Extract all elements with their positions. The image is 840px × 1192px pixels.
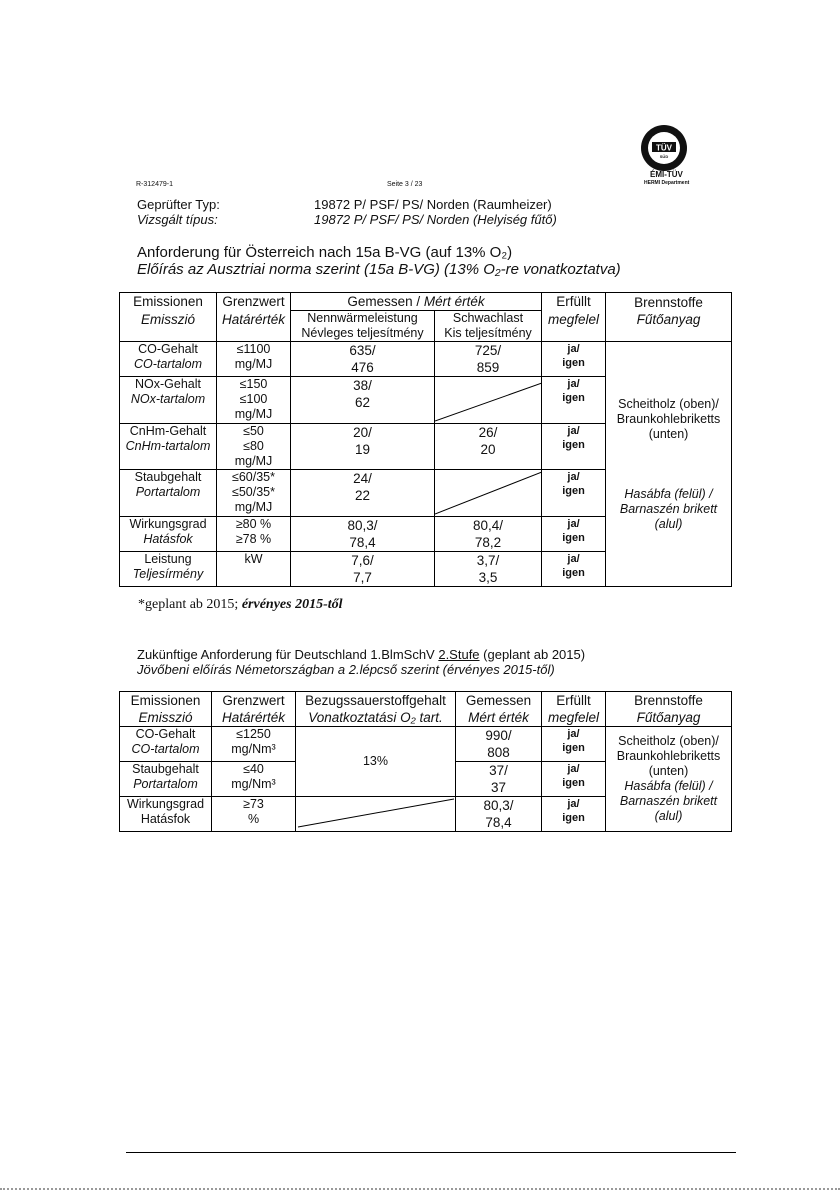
requirement-title-hu: Előírás az Ausztriai norma szerint (15a B-VG) (13% O₂-re vonatkoztatva): [137, 261, 621, 278]
table-row: Staubgehalt Portartalom ≤60/35* ≤50/35* mg/MJ 24/ 22 ja/ igen: [120, 470, 732, 517]
footnote: *geplant ab 2015; érvényes 2015-től: [138, 597, 343, 612]
logo-caption: ÉMI-TÜV: [650, 170, 683, 179]
table-row: Wirkungsgrad Hatásfok ≥80 % ≥78 % 80,3/ 78,4 80,4/ 78,2 ja/ igen: [120, 517, 732, 552]
emissions-table-austria: [119, 292, 732, 587]
header-measured: Gemessen Mért érték: [456, 692, 542, 727]
reference-oxygen-value: 13%: [296, 727, 456, 797]
footer-rule: [126, 1152, 736, 1153]
table-row: Staubgehalt Portartalom ≤40 mg/Nm³ 37/ 37 ja/ igen: [120, 762, 732, 797]
header-fulfilled-hu: megfelel: [542, 311, 606, 342]
logo-sub: SÜD: [659, 154, 669, 159]
header-measured: Gemessen / Mért érték: [291, 293, 542, 311]
header-limit: Grenzwert Határérték: [212, 692, 296, 727]
header-fulfilled: Erfüllt megfelel: [542, 692, 606, 727]
table-row: CO-Gehalt CO-tartalom ≤1250 mg/Nm³ 13% 990/ 808 ja/ igen Scheitholz (oben)/ Braunkohlebriketts (unten) Hasábfa (felül) / Barnaszén brikett (alul): [120, 727, 732, 762]
document-number: R-312479-1: [136, 181, 173, 188]
type-value-de: 19872 P/ PSF/ PS/ Norden (Raumheizer): [314, 197, 552, 212]
emissions-table-germany: [119, 691, 732, 832]
table-row: CO-Gehalt CO-tartalom ≤1100 mg/MJ 635/ 476 725/ 859 ja/ igen Scheitholz (oben)/ Braunkohlebriketts (unten) Hasábfa (felül) / Barnaszén brikett (alul): [120, 342, 732, 377]
header-fuel: Brennstoffe Fűtőanyag: [606, 692, 732, 727]
header-nominal: Nennwärmeleistung Névleges teljesítmény: [291, 311, 435, 342]
table-row: NOx-Gehalt NOx-tartalom ≤150 ≤100 mg/MJ 38/ 62 ja/ igen: [120, 377, 732, 424]
header-limit-hu: Határérték: [217, 311, 291, 342]
table-row: Leistung Teljesírmény kW 7,6/ 7,7 3,7/ 3,5 ja/ igen: [120, 552, 732, 587]
page-number: Seite 3 / 23: [387, 181, 423, 188]
type-label-de: Geprüfter Typ:: [137, 197, 220, 212]
header-limit: Grenzwert: [217, 293, 291, 311]
fuel-cell: Scheitholz (oben)/ Braunkohlebriketts (unten) Hasábfa (felül) / Barnaszén brikett (alul): [606, 727, 732, 832]
empty-cell-slash: [296, 797, 456, 832]
type-label-hu: Vizsgált típus:: [137, 212, 218, 227]
table-row: CnHm-Gehalt CnHm-tartalom ≤50 ≤80 mg/MJ 20/ 19 26/ 20 ja/ igen: [120, 424, 732, 470]
header-emissions: Emissionen: [120, 293, 217, 311]
header-reference-oxygen: Bezugssauerstoffgehalt Vonatkoztatási O₂ tart.: [296, 692, 456, 727]
header-fuel: Brennstoffe: [606, 293, 732, 311]
fuel-cell: Scheitholz (oben)/ Braunkohlebriketts (unten) Hasábfa (felül) / Barnaszén brikett (alul): [606, 342, 732, 587]
header-fuel-hu: Fűtőanyag: [606, 311, 732, 342]
header-fulfilled: Erfüllt: [542, 293, 606, 311]
logo-caption2: HERMI Department: [644, 180, 690, 186]
logo-text: TÜV: [656, 143, 672, 153]
header-emissions: Emissionen Emisszió: [120, 692, 212, 727]
page-edge-dotted-line: [0, 1188, 840, 1190]
header-lowload: Schwachlast Kis teljesítmény: [435, 311, 542, 342]
type-value-hu: 19872 P/ PSF/ PS/ Norden (Helyiség fűtő): [314, 212, 557, 227]
empty-cell-slash: [435, 470, 542, 517]
future-requirement-title-hu: Jövőbeni előírás Németországban a 2.lépcső szerint (érvényes 2015-től): [137, 662, 555, 677]
requirement-title-de: Anforderung für Österreich nach 15a B-VG (auf 13% O₂): [137, 244, 513, 261]
table-row: Wirkungsgrad Hatásfok ≥73 % 80,3/ 78,4 ja/ igen: [120, 797, 732, 832]
future-requirement-title-de: Zukünftige Anforderung für Deutschland 1.BlmSchV 2.Stufe (geplant ab 2015): [137, 647, 586, 662]
empty-cell-slash: [435, 377, 542, 424]
header-emissions-hu: Emisszió: [120, 311, 217, 342]
